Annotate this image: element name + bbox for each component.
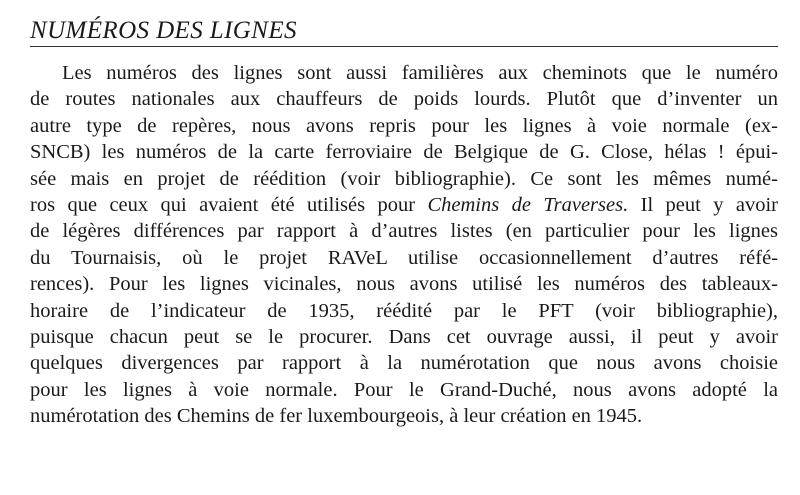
section-heading: NUMÉROS DES LIGNES [30, 17, 297, 44]
paragraph-line: numérotation des Chemins de fer luxembourgeois, à leur création en 1945. [30, 405, 643, 428]
paragraph-line: SNCB) les numéros de la carte ferroviaire de Belgique de G. Close, hélas ! épui- [30, 141, 778, 164]
paragraph-line: de légères différences par rapport à d’autres listes (en particulier pour les lignes [30, 220, 778, 243]
paragraph-line-with-title [30, 192, 778, 218]
heading-rule [30, 46, 778, 47]
paragraph-line: Les numéros des lignes sont aussi familières aux cheminots que le numéro [62, 62, 778, 84]
paragraph-line: rences). Pour les lignes vicinales, nous avons utilisé les numéros des tableaux- [30, 273, 778, 296]
paragraph-line: quelques divergences par rapport à la numérotation que nous avons choisie [30, 352, 778, 375]
paragraph-line: puisque chacun peut se le procurer. Dans cet ouvrage aussi, il peut y avoir [30, 325, 778, 348]
paragraph-line: de routes nationales aux chauffeurs de poids lourds. Plutôt que d’inventer un [30, 88, 778, 111]
paragraph-line: du Tournaisis, où le projet RAVeL utilise occasionnellement d’autres réfé- [30, 246, 778, 269]
paragraph-line: sée mais en projet de réédition (voir bibliographie). Ce sont les mêmes numé- [30, 167, 778, 190]
line-text-before-title: ros que ceux qui avaient été utilisés pour [30, 193, 428, 216]
paragraph-line: pour les lignes à voie normale. Pour le Grand-Duché, nous avons adopté la [30, 378, 778, 401]
book-title: Chemins de Traverses. [427, 193, 629, 216]
paragraph-line: horaire de l’indicateur de 1935, réédité par le PFT (voir bibliographie), [30, 299, 778, 322]
paragraph-line: autre type de repères, nous avons repris pour les lignes à voie normale (ex- [30, 114, 778, 137]
line-text-after-title: Il peut y avoir [628, 193, 778, 216]
body-paragraph [30, 60, 778, 429]
